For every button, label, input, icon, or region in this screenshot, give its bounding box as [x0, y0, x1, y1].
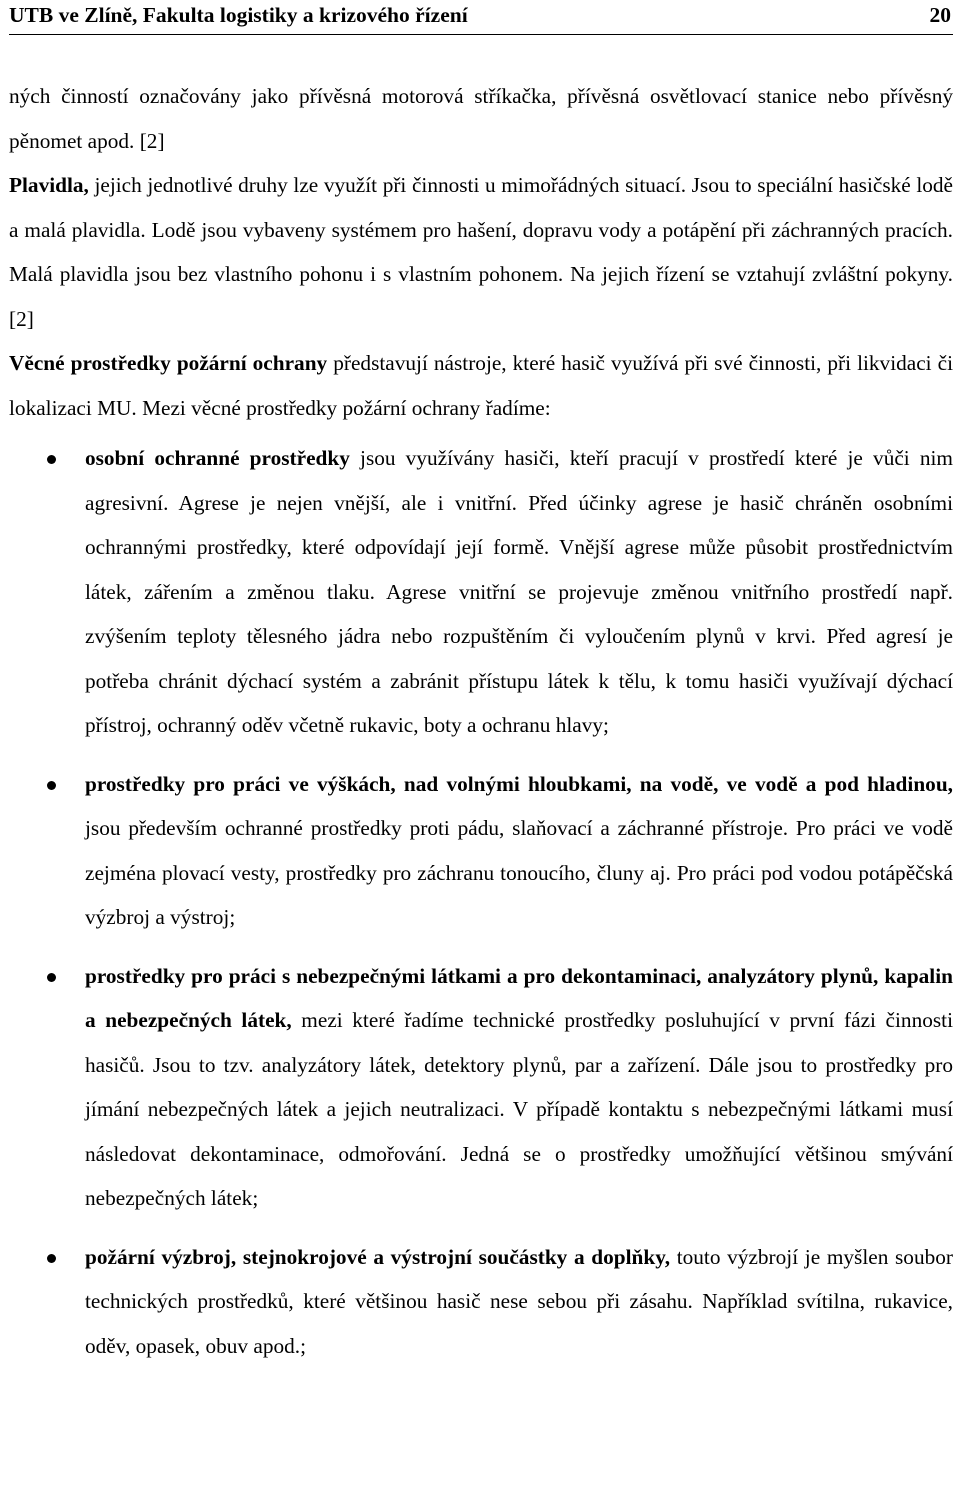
- paragraph-continuation: [9, 74, 953, 163]
- list-item: [9, 436, 953, 748]
- list-item: [9, 954, 953, 1221]
- paragraph-text: ných činností označovány jako přívěsná motorová stříkačka, přívěsná osvětlovací stanice nebo přívěsný pěnomet apod. [2]: [9, 84, 953, 153]
- term-vecne-prostredky: Věcné prostředky požární ochrany: [9, 351, 328, 375]
- page-header: [9, 0, 953, 35]
- document-body: [9, 74, 953, 1368]
- equipment-list: [9, 436, 953, 1368]
- list-item: [9, 762, 953, 940]
- bullet-icon: [47, 973, 56, 982]
- header-title: UTB ve Zlíně, Fakulta logistiky a krizového řízení: [9, 3, 468, 27]
- bullet-icon: [47, 781, 56, 790]
- bullet-icon: [47, 1254, 56, 1263]
- list-item-text: jsou využívány hasiči, kteří pracují v prostředí které je vůči nim agresivní. Agrese je nejen vnější, ale i vnitřní. Před účinky agrese je hasič chráněn osobními ochrannými prostředky, které odpovídají její formě. Vnější agrese může působit prostřednictvím látek, zářením a změnou tlaku. Agrese vnitřní se projevuje změnou vnitřního prostředí např. zvýšením teploty tělesného jádra nebo rozpuštěním či vyloučením plynů v krvi. Před agresí je potřeba chránit dýchací systém a zabránit přístupu látek k tělu, k tomu hasiči využívají dýchací přístroj, ochranný oděv včetně rukavic, boty a ochranu hlavy;: [85, 446, 953, 737]
- list-item-term: prostředky pro práci s nebezpečnými látkami a pro dekontaminaci, analyzátory plynů, kapalin a nebezpečných látek,: [85, 963, 953, 1032]
- list-item-term: osobní ochranné prostředky: [85, 446, 350, 470]
- list-item-text: touto výzbrojí je myšlen soubor technických prostředků, které většinou hasič nese sebou při zásahu. Například svítilna, rukavice, oděv, opasek, obuv apod.;: [85, 1244, 953, 1358]
- paragraph-text: jejich jednotlivé druhy lze využít při činnosti u mimořádných situací. Jsou to speciální hasičské lodě a malá plavidla. Lodě jsou vybaveny systémem pro hašení, dopravu vody a potápění při záchranných pracích. Malá plavidla jsou bez vlastního pohonu i s vlastním pohonem. Na jejich řízení se vztahují zvláštní pokyny. [2]: [9, 173, 953, 331]
- list-item-text: mezi které řadíme technické prostředky posluhující v první fázi činnosti hasičů. Jsou to tzv. analyzátory látek, detektory plynů, par a zařízení. Dále jsou to prostředky pro jímání nebezpečných látek a jejich neutralizaci. V případě kontaktu s nebezpečnými látkami musí následovat dekontaminace, odmořování. Jedná se o prostředky umožňující většinou smývání nebezpečných látek;: [85, 1008, 953, 1210]
- list-item-term: požární výzbroj, stejnokrojové a výstrojní součástky a doplňky,: [85, 1244, 671, 1269]
- bullet-icon: [47, 455, 56, 464]
- list-item: [9, 1235, 953, 1369]
- list-item-term: prostředky pro práci ve výškách, nad volnými hloubkami, na vodě, ve vodě a pod hladinou,: [85, 771, 953, 796]
- term-plavidla: Plavidla,: [9, 173, 89, 197]
- paragraph-vecne-prostredky: [9, 341, 953, 430]
- paragraph-text: představují nástroje, které hasič využívá při své činnosti, při likvidaci či lokalizaci MU. Mezi věcné prostředky požární ochrany řadíme:: [9, 351, 953, 420]
- list-item-text: jsou především ochranné prostředky proti pádu, slaňovací a záchranné přístroje. Pro práci ve vodě zejména plovací vesty, prostředky pro záchranu tonoucího, čluny aj. Pro práci pod vodou potápěčská výzbroj a výstroj;: [85, 816, 953, 929]
- page-number: 20: [929, 3, 951, 27]
- paragraph-plavidla: [9, 163, 953, 341]
